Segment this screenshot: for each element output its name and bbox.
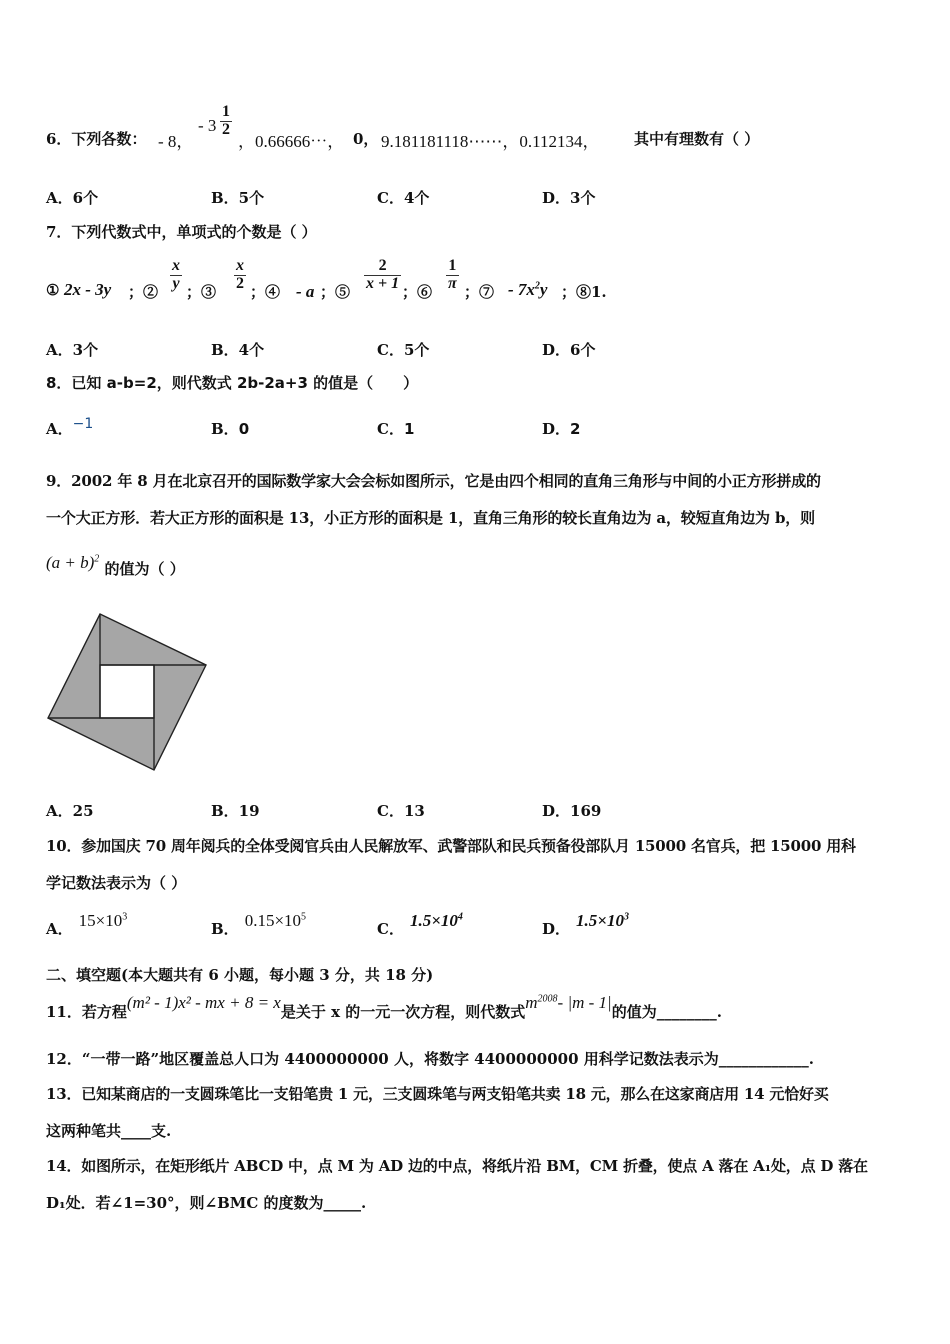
q7-e3-label: ；③: [186, 283, 217, 301]
q14-line-1: 14．如图所示，在矩形纸片 ABCD 中，点 M 为 AD 边的中点，将纸片沿 BM，CM 折叠，使点 A 落在 A₁处，点 D 落在: [46, 1157, 868, 1175]
q8-option-a-value: −1: [72, 416, 94, 432]
q7-stem: 7．下列代数式中，单项式的个数是（ ）: [46, 223, 317, 241]
q8-option-c-label: C．: [377, 420, 404, 438]
q9-expr-exp: 2: [94, 553, 100, 565]
q7-e4-label: ；④: [250, 283, 281, 301]
q14-line-2: D₁处．若∠1=30°，则∠BMC 的度数为_____.: [46, 1194, 367, 1212]
q8-option-b-label: B．: [211, 420, 239, 438]
q6-option-a: A．6个: [46, 189, 99, 207]
q6-number-list-b: 9.181181118⋯⋯，0.112134，: [381, 132, 600, 151]
q7-option-d: D．6个: [542, 341, 596, 359]
q8-option-b-value: 0: [238, 420, 250, 438]
q10-d-exp: 3: [623, 911, 629, 923]
q7-expr-6: [446, 258, 459, 293]
q10-a-exp: 3: [122, 911, 128, 923]
q11: [46, 993, 722, 1022]
q6-option-b: B．5个: [211, 189, 265, 207]
q9-expr-base: (a + b): [46, 553, 95, 572]
q10-option-d: [542, 911, 629, 939]
q7-expr-7: [508, 280, 547, 300]
q9-option-c: C．13: [377, 802, 425, 820]
q7-e7-coef: - 7x: [508, 280, 535, 299]
q6-prefix: 6．下列各数：: [46, 130, 147, 148]
q8-option-d: [542, 418, 580, 439]
q6-frac-den: 2: [222, 120, 230, 138]
q11-expr-base: m: [525, 993, 538, 1012]
q10-c-exp: 4: [457, 911, 463, 923]
q10-option-d-value: [576, 911, 629, 930]
q8-option-c: [377, 418, 414, 439]
q7-expr-5: [364, 258, 401, 293]
q6-zero: 0，: [353, 130, 379, 148]
q7-e8: ；⑧1.: [561, 283, 607, 301]
q6-number-neg8: - 8，: [158, 132, 194, 151]
q8-option-b: [211, 418, 249, 439]
q7-e5-label: ；⑤: [320, 283, 351, 301]
q6-suffix: 其中有理数有（ ）: [634, 130, 760, 148]
q7-option-c: C．5个: [377, 341, 430, 359]
q8-option-c-value: 1: [403, 420, 415, 438]
q7-expr-3: [234, 258, 246, 293]
q9-line-1: 9．2002 年 8 月在北京召开的国际数学家大会会标如图所示，它是由四个相同的直角三角形与中间的小正方形拼成的: [46, 472, 821, 490]
q9-tail: 的值为（ ）: [104, 560, 185, 578]
q7-e6-den: π: [448, 274, 457, 292]
q6-mixed-whole: - 3: [198, 116, 217, 135]
q7-e2-den: y: [172, 274, 180, 292]
q10-a-base: 15×10: [78, 911, 123, 930]
q10-d-base: 1.5×10: [576, 911, 624, 930]
q10-option-c-label: C．: [377, 920, 404, 938]
q7-option-b: B．4个: [211, 341, 265, 359]
q10-line-1: 10．参加国庆 70 周年阅兵的全体受阅官兵由人民解放军、武警部队和民兵预备役部队月 15000 名官兵，把 15000 用科: [46, 837, 856, 855]
section-2-heading: 二、填空题(本大题共有 6 小题，每小题 3 分，共 18 分): [46, 966, 434, 984]
q10-option-b: [211, 911, 307, 939]
q11-prefix: 11．若方程: [46, 1003, 127, 1021]
q7-e7-exp: 2: [534, 280, 540, 292]
q7-e2-label: ；②: [128, 283, 159, 301]
q10-option-b-label: B．: [211, 920, 239, 938]
q7-e7-label: ；⑦: [464, 283, 495, 301]
q11-tail: 的值为________.: [611, 1003, 722, 1021]
q11-mid: 是关于 x 的一元一次方程，则代数式: [280, 1003, 526, 1021]
q13-line-1: 13．已知某商店的一支圆珠笔比一支铅笔贵 1 元，三支圆珠笔与两支铅笔共卖 18 元，那么在这家商店用 14 元恰好买: [46, 1085, 829, 1103]
q9-option-d: D．169: [542, 802, 602, 820]
q13-line-2: 这两种笔共____支.: [46, 1122, 172, 1140]
pinwheel-square-figure: [40, 604, 215, 779]
q7-expr-4: - a: [296, 282, 315, 301]
q6-frac-num: 1: [222, 103, 230, 120]
q9-line-2: 一个大正方形．若大正方形的面积是 13，小正方形的面积是 1，直角三角形的较长直角边为 a，较短直角边为 b，则: [46, 509, 816, 527]
q10-option-c: [377, 911, 463, 939]
q10-option-b-value: [245, 911, 306, 930]
q7-expressions: [46, 256, 646, 306]
q9-line-3: [46, 553, 185, 579]
q7-e2-num: x: [172, 257, 180, 274]
q7-e5-den: x + 1: [366, 274, 400, 292]
q10-line-2: 学记数法表示为（ ）: [46, 874, 187, 892]
q11-equation: (m² - 1)x² - mx + 8 = x: [126, 993, 281, 1012]
q11-expression: [525, 993, 611, 1012]
q10-option-a-label: A．: [46, 920, 73, 938]
q10-b-exp: 5: [301, 911, 307, 923]
q10-option-d-label: D．: [542, 920, 571, 938]
q10-option-a: [46, 911, 128, 939]
q11-expr-exp: 2008: [537, 993, 558, 1005]
q10-option-c-value: [410, 911, 463, 930]
q11-expr-rest: - |m - 1|: [557, 993, 612, 1012]
q6-number-list-a: ，0.66666⋯，: [238, 132, 345, 151]
inner-square: [100, 665, 154, 718]
q7-e5-num: 2: [364, 258, 401, 276]
q9-expression: [46, 553, 99, 572]
q7-expr-2: [170, 258, 182, 293]
q7-e6-num: 1: [446, 258, 459, 276]
q6-mixed-fraction: [220, 104, 232, 139]
q8-option-a-label: A．: [46, 420, 73, 438]
q8-option-d-label: D．: [542, 420, 571, 438]
q6-option-d: D．3个: [542, 189, 596, 207]
q7-e1-label: ①: [46, 281, 60, 299]
q9-option-b: B．19: [211, 802, 260, 820]
q8-option-d-value: 2: [570, 420, 581, 438]
q7-option-a: A．3个: [46, 341, 99, 359]
q6-option-c: C．4个: [377, 189, 430, 207]
q7-e3-den: 2: [236, 274, 244, 292]
q8-stem: 8．已知 a-b=2，则代数式 2b-2a+3 的值是（ ）: [46, 374, 419, 392]
q7-expr-1: 2x - 3y: [64, 280, 112, 299]
q10-b-base: 0.15×10: [244, 911, 302, 930]
q8-option-a: [46, 418, 93, 439]
q7-e3-num: x: [236, 257, 244, 274]
q10-c-base: 1.5×10: [409, 911, 458, 930]
q10-option-a-value: [79, 911, 128, 930]
q7-e7-var: y: [539, 280, 548, 299]
q12: 12．“一带一路”地区覆盖总人口为 4400000000 人，将数字 4400000000 用科学记数法表示为____________.: [46, 1050, 814, 1068]
q7-e6-label: ；⑥: [402, 283, 433, 301]
q9-option-a: A．25: [46, 802, 94, 820]
